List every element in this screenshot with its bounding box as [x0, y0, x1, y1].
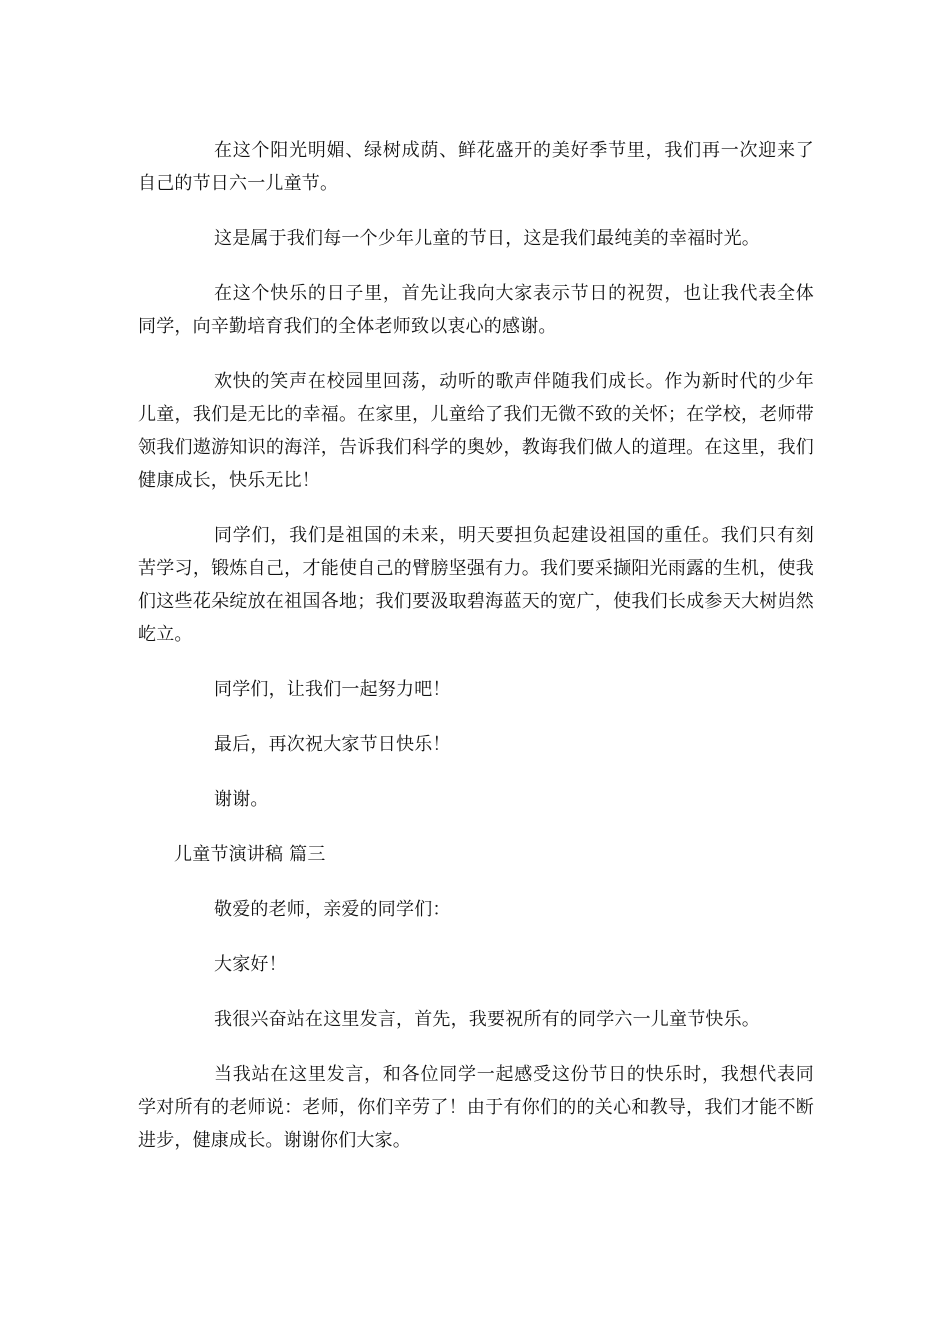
section-heading: 儿童节演讲稿 篇三 [174, 844, 326, 865]
paragraph: 我很兴奋站在这里发言，首先，我要祝所有的同学六一儿童节快乐。 [214, 1009, 760, 1030]
paragraph: 在这个阳光明媚、绿树成荫、鲜花盛开的美好季节里，我们再一次迎来了自己的节日六一儿童节。 [138, 140, 814, 194]
paragraph: 同学们，我们是祖国的未来，明天要担负起建设祖国的重任。我们只有刻苦学习，锻炼自己，才能使自己的臂膀坚强有力。我们要采撷阳光雨露的生机，使我们这些花朵绽放在祖国各地；我们要汲取碧海蓝天的宽广，使我们长成参天大树岿然屹立。 [138, 525, 814, 645]
paragraph: 欢快的笑声在校园里回荡，动听的歌声伴随我们成长。作为新时代的少年儿童，我们是无比的幸福。在家里，儿童给了我们无微不致的关怀；在学校，老师带领我们遨游知识的海洋，告诉我们科学的奥妙，教诲我们做人的道理。在这里，我们健康成长，快乐无比！ [138, 371, 814, 491]
document-body [138, 134, 814, 1179]
paragraph: 谢谢。 [214, 789, 269, 810]
paragraph: 敬爱的老师，亲爱的同学们： [214, 899, 451, 920]
paragraph: 大家好！ [214, 954, 287, 975]
paragraph: 最后，再次祝大家节日快乐！ [214, 734, 451, 755]
paragraph: 在这个快乐的日子里，首先让我向大家表示节日的祝贺，也让我代表全体同学，向辛勤培育我们的全体老师致以衷心的感谢。 [138, 283, 814, 337]
paragraph: 同学们，让我们一起努力吧！ [214, 679, 451, 700]
paragraph: 当我站在这里发言，和各位同学一起感受这份节日的快乐时，我想代表同学对所有的老师说：老师，你们辛劳了！由于有你们的的关心和教导，我们才能不断进步，健康成长。谢谢你们大家。 [138, 1064, 814, 1151]
paragraph: 这是属于我们每一个少年儿童的节日，这是我们最纯美的幸福时光。 [214, 228, 760, 249]
